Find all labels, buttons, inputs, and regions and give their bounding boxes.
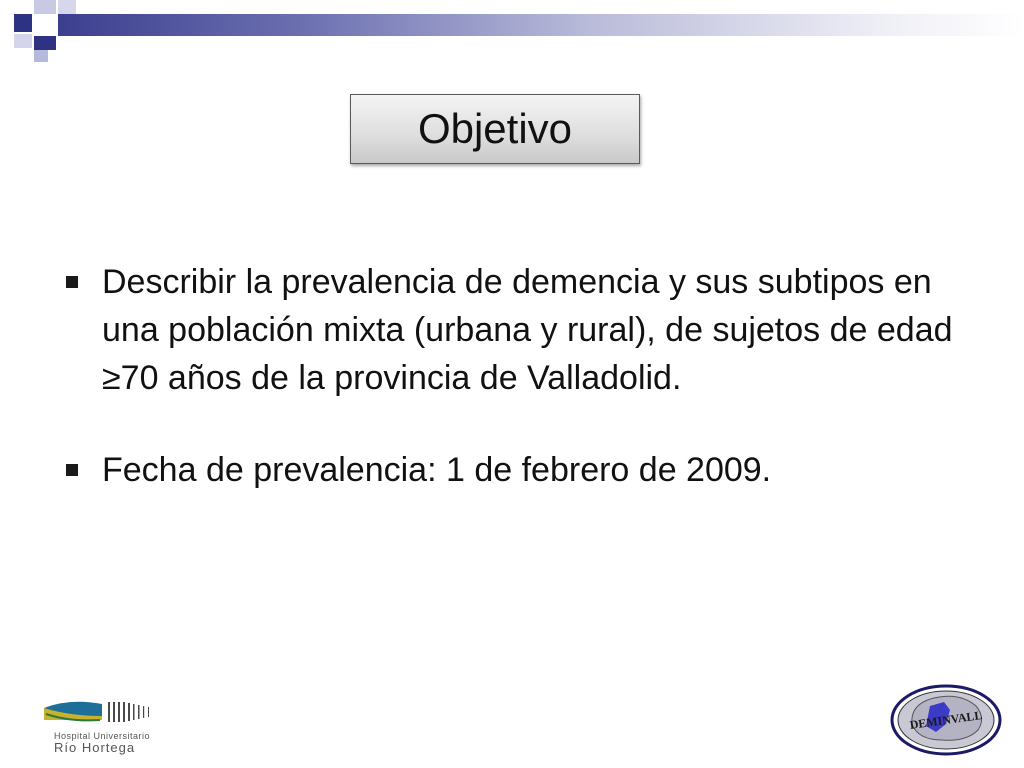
bullet-text: Describir la prevalencia de demencia y sus subtipos en una población mixta (urbana y rural), de sujetos de edad ≥70 años de la provincia de Valladolid. — [102, 263, 953, 397]
decor-square — [14, 34, 32, 48]
bullet-text: Fecha de prevalencia: 1 de febrero de 2009. — [102, 451, 772, 489]
bullet-list — [62, 258, 962, 494]
decor-square — [14, 14, 32, 32]
deminvall-logo-icon — [890, 684, 1002, 756]
decor-square — [34, 36, 56, 50]
decor-square — [34, 50, 48, 62]
title-box — [350, 94, 640, 164]
top-gradient-band — [58, 14, 1024, 36]
decor-square — [34, 0, 56, 14]
hospital-logo-line1: Hospital Universitario — [54, 731, 151, 741]
hospital-logo-text — [54, 731, 150, 753]
hospital-logo-line2: Río Hortega — [54, 740, 136, 755]
square-bullet-icon — [66, 276, 78, 288]
decor-square — [34, 14, 56, 36]
bullet-item — [62, 446, 962, 494]
decor-square — [58, 0, 76, 14]
deminvall-logo-text: DEMINVALL — [908, 707, 984, 733]
slide-title: Objetivo — [417, 105, 573, 152]
square-bullet-icon — [66, 464, 78, 476]
bullet-item — [62, 258, 962, 402]
